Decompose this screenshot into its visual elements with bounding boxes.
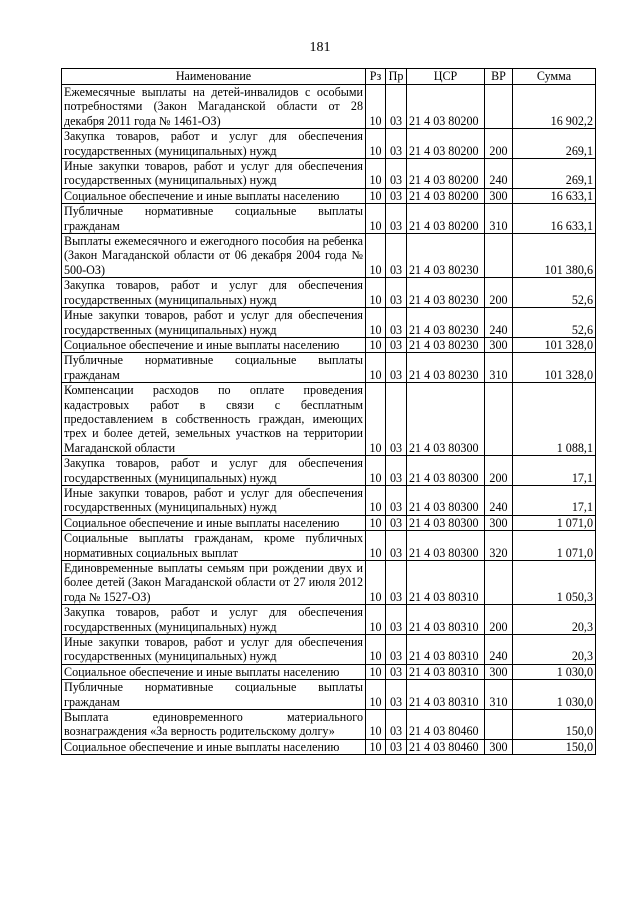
row-pr: 03: [386, 308, 407, 338]
row-pr: 03: [386, 561, 407, 605]
row-pr: 03: [386, 531, 407, 561]
row-sum: 150,0: [513, 739, 596, 754]
row-sum: 52,6: [513, 278, 596, 308]
row-vr: [485, 85, 513, 129]
row-sum: 16 633,1: [513, 204, 596, 234]
row-name: Социальное обеспечение и иные выплаты населению: [62, 188, 366, 203]
row-sum: 1 030,0: [513, 680, 596, 710]
row-rz: 10: [366, 204, 386, 234]
row-name: Социальное обеспечение и иные выплаты населению: [62, 515, 366, 530]
row-pr: 03: [386, 129, 407, 159]
row-csr: 21 4 03 80300: [407, 531, 485, 561]
row-csr: 21 4 03 80200: [407, 129, 485, 159]
row-pr: 03: [386, 204, 407, 234]
row-csr: 21 4 03 80200: [407, 188, 485, 203]
row-vr: 200: [485, 456, 513, 486]
table-row: [62, 278, 596, 308]
row-rz: 10: [366, 129, 386, 159]
row-rz: 10: [366, 278, 386, 308]
row-rz: 10: [366, 605, 386, 635]
row-rz: 10: [366, 664, 386, 679]
table-row: [62, 710, 596, 740]
row-pr: 03: [386, 188, 407, 203]
row-vr: 240: [485, 308, 513, 338]
row-name: Социальное обеспечение и иные выплаты населению: [62, 664, 366, 679]
row-sum: 101 328,0: [513, 337, 596, 352]
table-row: [62, 515, 596, 530]
row-vr: 300: [485, 739, 513, 754]
row-rz: 10: [366, 739, 386, 754]
table-row: [62, 188, 596, 203]
row-pr: 03: [386, 635, 407, 665]
row-vr: 310: [485, 353, 513, 383]
row-name: Публичные нормативные социальные выплаты гражданам: [62, 204, 366, 234]
row-vr: [485, 561, 513, 605]
header-rz: Рз: [366, 69, 386, 85]
table-row: [62, 85, 596, 129]
row-sum: 150,0: [513, 710, 596, 740]
row-rz: 10: [366, 561, 386, 605]
header-csr: ЦСР: [407, 69, 485, 85]
table-row: [62, 680, 596, 710]
row-name: Социальные выплаты гражданам, кроме публичных нормативных социальных выплат: [62, 531, 366, 561]
row-sum: 16 902,2: [513, 85, 596, 129]
row-pr: 03: [386, 710, 407, 740]
row-pr: 03: [386, 85, 407, 129]
row-name: Единовременные выплаты семьям при рождении двух и более детей (Закон Магаданской области от 27 июля 2012 года № 1527-ОЗ): [62, 561, 366, 605]
row-sum: 101 380,6: [513, 234, 596, 278]
row-csr: 21 4 03 80310: [407, 664, 485, 679]
table-row: [62, 739, 596, 754]
row-name: Иные закупки товаров, работ и услуг для обеспечения государственных (муниципальных) нужд: [62, 635, 366, 665]
row-sum: 1 071,0: [513, 515, 596, 530]
row-vr: 200: [485, 129, 513, 159]
row-vr: 240: [485, 635, 513, 665]
row-pr: 03: [386, 664, 407, 679]
row-vr: 300: [485, 664, 513, 679]
row-sum: 101 328,0: [513, 353, 596, 383]
table-row: [62, 308, 596, 338]
table-row: [62, 561, 596, 605]
row-rz: 10: [366, 635, 386, 665]
row-vr: 200: [485, 605, 513, 635]
row-vr: 240: [485, 485, 513, 515]
table-row: [62, 635, 596, 665]
page-number: 181: [309, 40, 331, 55]
row-name: Публичные нормативные социальные выплаты гражданам: [62, 353, 366, 383]
row-rz: 10: [366, 188, 386, 203]
row-csr: 21 4 03 80300: [407, 485, 485, 515]
row-name: Социальное обеспечение и иные выплаты населению: [62, 337, 366, 352]
row-name: Выплаты ежемесячного и ежегодного пособия на ребенка (Закон Магаданской области от 06 декабря 2004 года № 500-ОЗ): [62, 234, 366, 278]
row-csr: 21 4 03 80230: [407, 353, 485, 383]
row-sum: 269,1: [513, 159, 596, 189]
row-rz: 10: [366, 159, 386, 189]
row-csr: 21 4 03 80300: [407, 456, 485, 486]
row-pr: 03: [386, 515, 407, 530]
row-csr: 21 4 03 80230: [407, 234, 485, 278]
row-rz: 10: [366, 383, 386, 456]
table-row: [62, 485, 596, 515]
row-name: Закупка товаров, работ и услуг для обеспечения государственных (муниципальных) нужд: [62, 129, 366, 159]
row-vr: 300: [485, 188, 513, 203]
row-rz: 10: [366, 710, 386, 740]
row-sum: 1 030,0: [513, 664, 596, 679]
table-row: [62, 531, 596, 561]
row-vr: 310: [485, 680, 513, 710]
row-vr: 240: [485, 159, 513, 189]
row-sum: 269,1: [513, 129, 596, 159]
row-pr: 03: [386, 739, 407, 754]
row-csr: 21 4 03 80310: [407, 561, 485, 605]
row-csr: 21 4 03 80230: [407, 308, 485, 338]
row-name: Иные закупки товаров, работ и услуг для обеспечения государственных (муниципальных) нужд: [62, 308, 366, 338]
header-pr: Пр: [386, 69, 407, 85]
header-name: Наименование: [62, 69, 366, 85]
row-csr: 21 4 03 80200: [407, 85, 485, 129]
table-row: [62, 159, 596, 189]
table-row: [62, 353, 596, 383]
row-sum: 1 071,0: [513, 531, 596, 561]
row-vr: 300: [485, 515, 513, 530]
row-pr: 03: [386, 353, 407, 383]
row-vr: 310: [485, 204, 513, 234]
row-rz: 10: [366, 85, 386, 129]
row-name: Иные закупки товаров, работ и услуг для обеспечения государственных (муниципальных) нужд: [62, 485, 366, 515]
row-rz: 10: [366, 234, 386, 278]
header-vr: ВР: [485, 69, 513, 85]
header-sum: Сумма: [513, 69, 596, 85]
row-csr: 21 4 03 80200: [407, 204, 485, 234]
row-csr: 21 4 03 80230: [407, 278, 485, 308]
table-row: [62, 383, 596, 456]
row-vr: [485, 710, 513, 740]
row-sum: 17,1: [513, 485, 596, 515]
row-rz: 10: [366, 337, 386, 352]
row-rz: 10: [366, 353, 386, 383]
row-csr: 21 4 03 80460: [407, 739, 485, 754]
row-pr: 03: [386, 159, 407, 189]
row-sum: 16 633,1: [513, 188, 596, 203]
row-name: Компенсации расходов по оплате проведения кадастровых работ в связи с бесплатным предоставлением в собственность граждан, имеющих трех и более детей, земельных участков на территории Магаданской области: [62, 383, 366, 456]
row-name: Социальное обеспечение и иные выплаты населению: [62, 739, 366, 754]
row-csr: 21 4 03 80310: [407, 635, 485, 665]
row-sum: 17,1: [513, 456, 596, 486]
row-name: Ежемесячные выплаты на детей-инвалидов с особыми потребностями (Закон Магаданской области от 28 декабря 2011 года № 1461-ОЗ): [62, 85, 366, 129]
row-csr: 21 4 03 80230: [407, 337, 485, 352]
row-pr: 03: [386, 234, 407, 278]
row-rz: 10: [366, 485, 386, 515]
row-vr: 200: [485, 278, 513, 308]
header-row: [62, 69, 596, 85]
table-row: [62, 337, 596, 352]
row-csr: 21 4 03 80300: [407, 515, 485, 530]
row-csr: 21 4 03 80300: [407, 383, 485, 456]
row-rz: 10: [366, 680, 386, 710]
table-row: [62, 605, 596, 635]
row-name: Публичные нормативные социальные выплаты гражданам: [62, 680, 366, 710]
row-pr: 03: [386, 485, 407, 515]
row-csr: 21 4 03 80460: [407, 710, 485, 740]
row-sum: 52,6: [513, 308, 596, 338]
table-header: [62, 69, 596, 85]
row-pr: 03: [386, 456, 407, 486]
row-name: Иные закупки товаров, работ и услуг для обеспечения государственных (муниципальных) нужд: [62, 159, 366, 189]
table-row: [62, 204, 596, 234]
row-vr: [485, 234, 513, 278]
row-name: Закупка товаров, работ и услуг для обеспечения государственных (муниципальных) нужд: [62, 278, 366, 308]
table-row: [62, 664, 596, 679]
table-row: [62, 129, 596, 159]
row-pr: 03: [386, 605, 407, 635]
row-sum: 1 050,3: [513, 561, 596, 605]
row-pr: 03: [386, 337, 407, 352]
row-name: Закупка товаров, работ и услуг для обеспечения государственных (муниципальных) нужд: [62, 456, 366, 486]
row-name: Выплата единовременного материального вознаграждения «За верность родительскому долгу»: [62, 710, 366, 740]
table-row: [62, 234, 596, 278]
row-csr: 21 4 03 80310: [407, 605, 485, 635]
row-csr: 21 4 03 80310: [407, 680, 485, 710]
row-rz: 10: [366, 308, 386, 338]
row-vr: [485, 383, 513, 456]
row-pr: 03: [386, 278, 407, 308]
row-vr: 300: [485, 337, 513, 352]
table-body: [62, 85, 596, 755]
budget-table: [61, 68, 596, 755]
row-rz: 10: [366, 515, 386, 530]
row-sum: 1 088,1: [513, 383, 596, 456]
row-rz: 10: [366, 531, 386, 561]
row-pr: 03: [386, 680, 407, 710]
row-csr: 21 4 03 80200: [407, 159, 485, 189]
row-vr: 320: [485, 531, 513, 561]
row-rz: 10: [366, 456, 386, 486]
row-pr: 03: [386, 383, 407, 456]
row-name: Закупка товаров, работ и услуг для обеспечения государственных (муниципальных) нужд: [62, 605, 366, 635]
row-sum: 20,3: [513, 635, 596, 665]
table-row: [62, 456, 596, 486]
row-sum: 20,3: [513, 605, 596, 635]
